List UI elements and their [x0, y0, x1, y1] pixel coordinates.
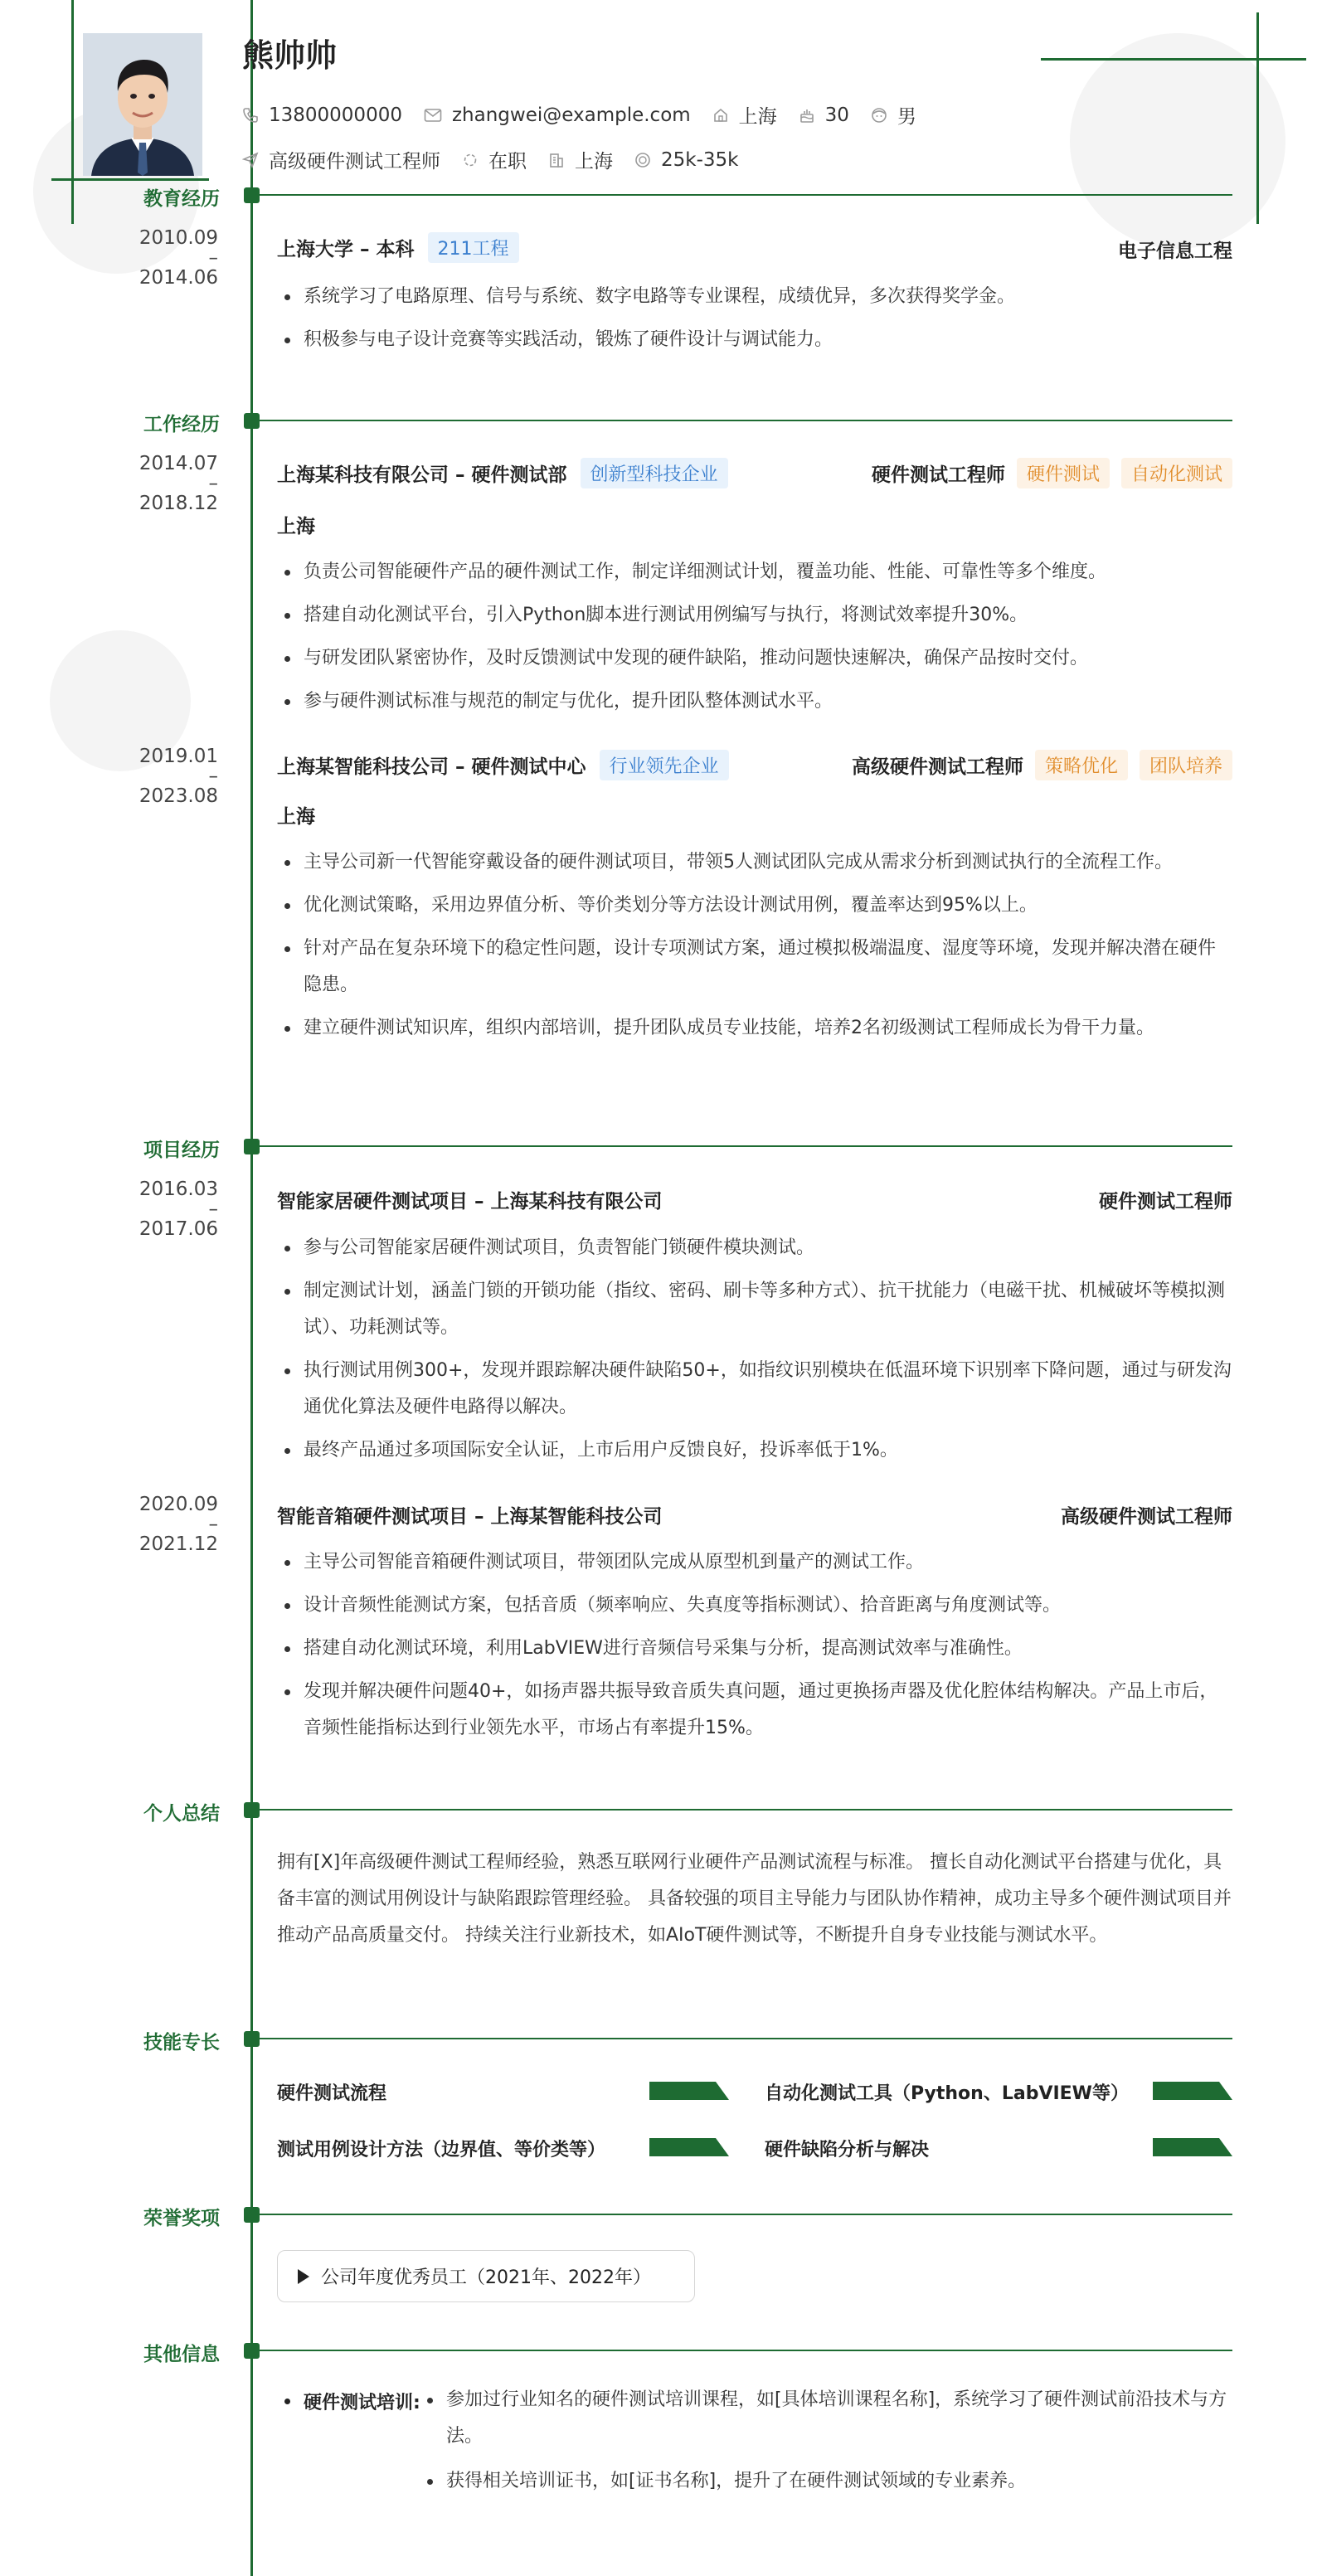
date-end: 2018.12 — [139, 493, 218, 514]
project-date — [83, 1495, 218, 1554]
mail-icon — [424, 108, 442, 123]
list-item: 最终产品通过多项国际安全认证，上市后用户反馈良好，投诉率低于1%。 — [277, 1432, 1232, 1469]
home-icon — [712, 107, 729, 124]
email-text: zhangwei@example.com — [451, 104, 691, 126]
date-dash: – — [208, 1198, 218, 1220]
section-dot — [244, 2207, 260, 2223]
salary-item — [634, 149, 738, 171]
section-dot — [244, 1139, 260, 1154]
work-date — [83, 746, 218, 806]
section-divider — [260, 2038, 1232, 2039]
date-end: 2023.08 — [139, 785, 218, 807]
list-item: 负责公司智能硬件产品的硬件测试工作，制定详细测试计划，覆盖功能、性能、可靠性等多个维度。 — [277, 554, 1232, 591]
company-tag: 行业领先企业 — [600, 750, 729, 780]
education-major: 电子信息工程 — [1118, 241, 1232, 262]
section-dot — [244, 2031, 260, 2047]
section-dot — [244, 187, 260, 203]
skill-name: 硬件缺陷分析与解决 — [765, 2140, 930, 2160]
section-divider — [260, 2214, 1232, 2215]
header-decor-line — [71, 0, 74, 224]
date-end: 2021.12 — [139, 1533, 218, 1555]
list-item: 优化测试策略，采用边界值分析、等价类划分等方法设计测试用例，覆盖率达到95%以上。 — [277, 887, 1232, 924]
project-title: 智能家居硬件测试项目 – 上海某科技有限公司 — [277, 1191, 663, 1213]
skill-level-bar — [1153, 2082, 1232, 2100]
role-title: 高级硬件测试工程师 — [851, 756, 1023, 778]
school-title: 上海大学 – 本科 — [277, 239, 415, 260]
work-company — [277, 750, 729, 780]
salary-text: 25k-35k — [661, 148, 739, 171]
skill-tag: 硬件测试 — [1017, 458, 1110, 488]
skill-level-bar — [649, 2082, 729, 2100]
avatar — [83, 33, 202, 176]
send-icon — [242, 152, 259, 168]
company-tag: 创新型科技企业 — [581, 458, 728, 488]
work-city: 上海 — [277, 806, 315, 828]
project-role: 高级硬件测试工程师 — [1061, 1506, 1232, 1528]
phone-item — [242, 104, 402, 126]
section-title-awards: 荣誉奖项 — [143, 2208, 220, 2229]
coin-icon — [634, 152, 651, 168]
section-divider — [260, 194, 1232, 196]
company-title: 上海某智能科技公司 – 硬件测试中心 — [277, 756, 586, 778]
list-item: 建立硬件测试知识库，组织内部培训，提升团队成员专业技能，培养2名初级测试工程师成长为骨干力量。 — [277, 1010, 1232, 1047]
age-item — [799, 104, 849, 126]
date-start: 2020.09 — [139, 1494, 218, 1515]
section-divider — [260, 1145, 1232, 1147]
list-item: 主导公司智能音箱硬件测试项目，带领团队完成从原型机到量产的测试工作。 — [277, 1544, 1232, 1581]
list-item: 参与公司智能家居硬件测试项目，负责智能门锁硬件模块测试。 — [277, 1230, 1232, 1266]
section-dot — [244, 2343, 260, 2359]
work-city: 上海 — [277, 516, 315, 537]
education-date — [83, 228, 218, 288]
work-role — [852, 750, 1232, 780]
list-item: 搭建自动化测试环境，利用LabVIEW进行音频信号采集与分析，提高测试效率与准确性。 — [277, 1631, 1232, 1667]
skill-name: 测试用例设计方法（边界值、等价类等） — [277, 2140, 606, 2160]
date-start: 2019.01 — [139, 746, 218, 767]
skill-level-bar — [649, 2138, 729, 2156]
list-item: 系统学习了电路原理、信号与系统、数字电路等专业课程，成绩优异，多次获得奖学金。 — [277, 279, 1232, 315]
section-divider — [260, 2350, 1232, 2351]
other-list — [420, 2382, 1232, 2508]
work-date — [83, 454, 218, 513]
work-company — [277, 458, 728, 488]
target-job-text: 高级硬件测试工程师 — [269, 151, 440, 173]
date-start: 2010.09 — [139, 227, 218, 249]
education-school — [277, 232, 519, 263]
education-bullets — [277, 279, 1232, 365]
cake-icon — [799, 107, 815, 124]
section-divider — [260, 420, 1232, 421]
gender-text: 男 — [897, 106, 916, 128]
section-title-education: 教育经历 — [143, 188, 220, 210]
skill-tag: 团队培养 — [1140, 750, 1232, 780]
list-item: 针对产品在复杂环境下的稳定性问题，设计专项测试方案，通过模拟极端温度、湿度等环境，发现并解决潜在硬件隐患。 — [277, 931, 1232, 1004]
list-item: 积极参与电子设计竞赛等实践活动，锻炼了硬件设计与调试能力。 — [277, 322, 1232, 358]
project-date — [83, 1179, 218, 1239]
contact-row — [242, 101, 938, 129]
list-item: 获得相关培训证书，如[证书名称]，提升了在硬件测试领域的专业素养。 — [420, 2463, 1232, 2500]
email-item — [424, 104, 691, 126]
header-decor-line — [1256, 12, 1259, 224]
status-item — [462, 146, 527, 173]
phone-text: 13800000000 — [269, 104, 402, 126]
section-dot — [244, 1802, 260, 1818]
award-item[interactable] — [277, 2250, 695, 2302]
section-title-other: 其他信息 — [143, 2344, 220, 2365]
timeline-line — [250, 0, 253, 2576]
header-decor-line — [1041, 58, 1306, 61]
summary-text: 拥有[X]年高级硬件测试工程师经验，熟悉互联网行业硬件产品测试流程与标准。 擅长自动化测试平台搭建与优化，具备丰富的测试用例设计与缺陷跟踪管理经验。 具备较强的项目主导能力与团队协作精神，成功主导多个硬件测试项目并推动产品高质量交付。 持续关注行业新技术，如AIoT硬件测试等，不断提升自身专业技能与测试水平。 — [277, 1852, 1232, 1946]
date-end: 2014.06 — [139, 267, 218, 289]
skill-level-bar — [1153, 2138, 1232, 2156]
award-text: 公司年度优秀员工（2021年、2022年） — [321, 2267, 651, 2288]
building-icon — [548, 152, 565, 168]
list-item: 与研发团队紧密协作，及时反馈测试中发现的硬件缺陷，推动问题快速解决，确保产品按时交付。 — [277, 640, 1232, 677]
target-city-text: 上海 — [575, 151, 613, 173]
project-bullets — [277, 1230, 1232, 1475]
job-intention-row — [242, 146, 760, 173]
location-item — [712, 101, 777, 129]
project-bullets — [277, 1544, 1232, 1753]
school-tag: 211工程 — [428, 232, 519, 263]
face-icon — [871, 107, 887, 124]
list-item: 制定测试计划，涵盖门锁的开锁功能（指纹、密码、刷卡等多种方式）、抗干扰能力（电磁干扰、机械破坏等模拟测试）、功耗测试等。 — [277, 1273, 1232, 1346]
skill-name: 硬件测试流程 — [277, 2083, 387, 2104]
section-divider — [260, 1809, 1232, 1810]
phone-icon — [242, 107, 259, 124]
location-text: 上海 — [738, 106, 777, 128]
caret-right-icon — [298, 2269, 309, 2284]
list-item: 发现并解决硬件问题40+，如扬声器共振导致音质失真问题，通过更换扬声器及优化腔体结构解决。产品上市后，音频性能指标达到行业领先水平，市场占有率提升15%。 — [277, 1674, 1232, 1747]
date-dash: – — [208, 473, 218, 494]
list-item: 主导公司新一代智能穿戴设备的硬件测试项目，带领5人测试团队完成从需求分析到测试执行的全流程工作。 — [277, 844, 1232, 881]
list-item: 设计音频性能测试方案，包括音质（频率响应、失真度等指标测试）、拾音距离与角度测试等。 — [277, 1587, 1232, 1624]
age-text: 30 — [824, 104, 849, 126]
other-label: 硬件测试培训: — [277, 2389, 420, 2414]
date-start: 2014.07 — [139, 453, 218, 474]
list-item: 参加过行业知名的硬件测试培训课程，如[具体培训课程名称]，系统学习了硬件测试前沿技术与方法。 — [420, 2382, 1232, 2455]
target-job-item — [242, 146, 440, 173]
list-item: 执行测试用例300+，发现并跟踪解决硬件缺陷50+，如指纹识别模块在低温环境下识别率下降问题，通过与研发沟通优化算法及硬件电路得以解决。 — [277, 1353, 1232, 1426]
header-decor-line — [51, 178, 209, 181]
work-bullets — [277, 554, 1232, 727]
section-title-skills: 技能专长 — [143, 2032, 220, 2054]
skill-tag: 自动化测试 — [1121, 458, 1232, 488]
decor-circle — [1070, 33, 1285, 249]
date-dash: – — [208, 247, 218, 269]
date-dash: – — [208, 1514, 218, 1535]
date-dash: – — [208, 766, 218, 787]
section-title-project: 项目经历 — [143, 1140, 220, 1161]
list-item: 参与硬件测试标准与规范的制定与优化，提升团队整体测试水平。 — [277, 683, 1232, 720]
status-icon — [462, 152, 479, 168]
date-end: 2017.06 — [139, 1218, 218, 1240]
section-title-summary: 个人总结 — [143, 1803, 220, 1825]
skill-name: 自动化测试工具（Python、LabVIEW等） — [765, 2083, 1129, 2104]
skill-tag: 策略优化 — [1035, 750, 1128, 780]
date-start: 2016.03 — [139, 1179, 218, 1200]
candidate-name: 熊帅帅 — [242, 37, 338, 74]
gender-item — [871, 101, 916, 129]
project-role: 硬件测试工程师 — [1099, 1191, 1232, 1213]
work-bullets — [277, 844, 1232, 1053]
status-text: 在职 — [488, 151, 527, 173]
work-role — [872, 458, 1232, 488]
company-title: 上海某科技有限公司 – 硬件测试部 — [277, 464, 567, 486]
section-dot — [244, 413, 260, 429]
section-title-work: 工作经历 — [143, 414, 220, 435]
role-title: 硬件测试工程师 — [871, 464, 1005, 486]
project-title: 智能音箱硬件测试项目 – 上海某智能科技公司 — [277, 1506, 663, 1528]
target-city-item — [548, 146, 613, 173]
list-item: 搭建自动化测试平台，引入Python脚本进行测试用例编写与执行，将测试效率提升30%。 — [277, 597, 1232, 634]
